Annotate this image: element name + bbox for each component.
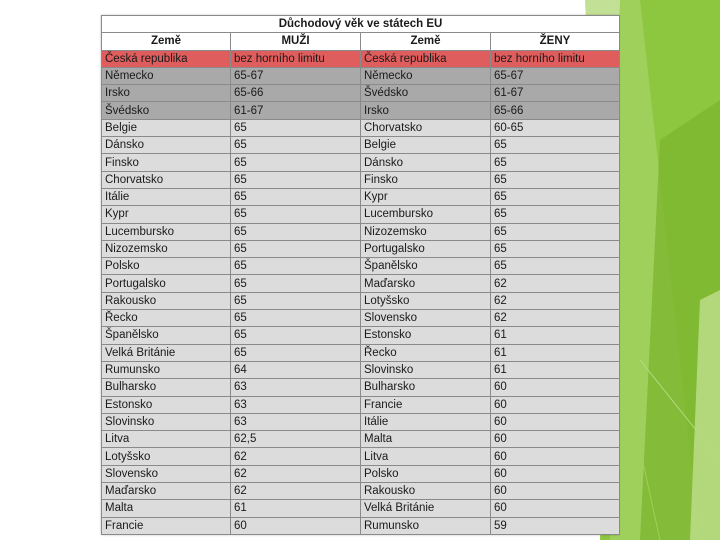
- cell-age-women: 65: [491, 223, 620, 240]
- header-women: ŽENY: [491, 33, 620, 50]
- cell-country-women: Francie: [361, 396, 491, 413]
- cell-country-men: Lucembursko: [102, 223, 231, 240]
- cell-age-women: 60: [491, 448, 620, 465]
- cell-age-women: 65: [491, 154, 620, 171]
- cell-country-men: Portugalsko: [102, 275, 231, 292]
- cell-age-women: 65: [491, 240, 620, 257]
- cell-country-women: Řecko: [361, 344, 491, 361]
- cell-age-women: 62: [491, 292, 620, 309]
- cell-country-men: Rumunsko: [102, 361, 231, 378]
- cell-country-women: Nizozemsko: [361, 223, 491, 240]
- cell-country-women: Litva: [361, 448, 491, 465]
- cell-country-men: Řecko: [102, 310, 231, 327]
- cell-age-women: 62: [491, 275, 620, 292]
- table-row: [102, 344, 620, 361]
- cell-country-men: Lotyšsko: [102, 448, 231, 465]
- table-row: [102, 188, 620, 205]
- table-row: [102, 50, 620, 67]
- table-row: [102, 275, 620, 292]
- cell-age-men: 62: [231, 483, 361, 500]
- cell-age-women: 65: [491, 206, 620, 223]
- cell-country-women: Estonsko: [361, 327, 491, 344]
- cell-country-women: Rakousko: [361, 483, 491, 500]
- table-header-row: [102, 33, 620, 50]
- table-row: [102, 413, 620, 430]
- table-row: [102, 396, 620, 413]
- cell-country-men: Slovinsko: [102, 413, 231, 430]
- cell-country-men: Česká republika: [102, 50, 231, 67]
- cell-country-women: Slovinsko: [361, 361, 491, 378]
- cell-country-men: Irsko: [102, 85, 231, 102]
- cell-country-men: Dánsko: [102, 137, 231, 154]
- table-row: [102, 431, 620, 448]
- retirement-age-table-container: [101, 15, 619, 535]
- cell-age-women: 62: [491, 310, 620, 327]
- cell-age-men: 65-67: [231, 67, 361, 84]
- cell-age-women: 65: [491, 171, 620, 188]
- cell-country-women: Lotyšsko: [361, 292, 491, 309]
- cell-country-women: Portugalsko: [361, 240, 491, 257]
- table-row: [102, 137, 620, 154]
- table-row: [102, 258, 620, 275]
- cell-country-women: Malta: [361, 431, 491, 448]
- cell-country-men: Belgie: [102, 119, 231, 136]
- cell-age-women: 60: [491, 413, 620, 430]
- cell-country-men: Finsko: [102, 154, 231, 171]
- table-row: [102, 102, 620, 119]
- table-row: [102, 500, 620, 517]
- cell-age-men: 65: [231, 223, 361, 240]
- retirement-age-table: [101, 15, 620, 535]
- cell-country-women: Maďarsko: [361, 275, 491, 292]
- cell-age-men: 65: [231, 206, 361, 223]
- cell-age-men: 65: [231, 188, 361, 205]
- cell-age-women: 65-67: [491, 67, 620, 84]
- table-row: [102, 448, 620, 465]
- cell-age-men: 62,5: [231, 431, 361, 448]
- cell-country-men: Španělsko: [102, 327, 231, 344]
- cell-age-women: 61-67: [491, 85, 620, 102]
- cell-country-women: Chorvatsko: [361, 119, 491, 136]
- cell-age-men: 65: [231, 137, 361, 154]
- table-row: [102, 465, 620, 482]
- cell-age-men: 65: [231, 310, 361, 327]
- cell-age-men: 60: [231, 517, 361, 534]
- cell-country-women: Španělsko: [361, 258, 491, 275]
- cell-country-women: Slovensko: [361, 310, 491, 327]
- cell-age-men: 65: [231, 258, 361, 275]
- cell-country-men: Estonsko: [102, 396, 231, 413]
- cell-country-women: Bulharsko: [361, 379, 491, 396]
- cell-age-women: 61: [491, 344, 620, 361]
- cell-age-women: 59: [491, 517, 620, 534]
- cell-country-men: Bulharsko: [102, 379, 231, 396]
- cell-age-women: 60: [491, 396, 620, 413]
- header-country-women: Země: [361, 33, 491, 50]
- table-row: [102, 361, 620, 378]
- cell-age-women: 60: [491, 379, 620, 396]
- cell-age-men: 63: [231, 379, 361, 396]
- cell-country-women: Rumunsko: [361, 517, 491, 534]
- cell-age-women: 65: [491, 137, 620, 154]
- cell-country-men: Chorvatsko: [102, 171, 231, 188]
- cell-country-women: Dánsko: [361, 154, 491, 171]
- cell-age-men: 65: [231, 292, 361, 309]
- cell-country-men: Švédsko: [102, 102, 231, 119]
- cell-country-women: Česká republika: [361, 50, 491, 67]
- cell-age-women: 60: [491, 500, 620, 517]
- table-row: [102, 517, 620, 534]
- cell-age-men: bez horního limitu: [231, 50, 361, 67]
- cell-age-men: 65: [231, 240, 361, 257]
- header-country-men: Země: [102, 33, 231, 50]
- table-row: [102, 292, 620, 309]
- cell-age-women: 60: [491, 431, 620, 448]
- cell-country-women: Kypr: [361, 188, 491, 205]
- cell-country-women: Lucembursko: [361, 206, 491, 223]
- cell-country-men: Itálie: [102, 188, 231, 205]
- cell-country-women: Polsko: [361, 465, 491, 482]
- cell-age-men: 65: [231, 171, 361, 188]
- cell-age-men: 61-67: [231, 102, 361, 119]
- cell-age-women: 60: [491, 465, 620, 482]
- cell-country-women: Velká Británie: [361, 500, 491, 517]
- table-row: [102, 379, 620, 396]
- cell-country-men: Nizozemsko: [102, 240, 231, 257]
- cell-country-men: Německo: [102, 67, 231, 84]
- header-men: MUŽI: [231, 33, 361, 50]
- cell-country-men: Polsko: [102, 258, 231, 275]
- cell-country-men: Malta: [102, 500, 231, 517]
- table-title-row: [102, 16, 620, 33]
- cell-age-women: 60-65: [491, 119, 620, 136]
- table-row: [102, 85, 620, 102]
- cell-age-men: 65: [231, 119, 361, 136]
- cell-age-women: 65-66: [491, 102, 620, 119]
- cell-country-men: Velká Británie: [102, 344, 231, 361]
- cell-country-men: Francie: [102, 517, 231, 534]
- cell-age-men: 65: [231, 327, 361, 344]
- cell-age-men: 65: [231, 154, 361, 171]
- cell-country-women: Belgie: [361, 137, 491, 154]
- table-row: [102, 223, 620, 240]
- cell-age-women: bez horního limitu: [491, 50, 620, 67]
- cell-age-men: 63: [231, 413, 361, 430]
- cell-country-men: Slovensko: [102, 465, 231, 482]
- table-title: Důchodový věk ve státech EU: [102, 16, 620, 33]
- cell-country-men: Kypr: [102, 206, 231, 223]
- cell-age-men: 62: [231, 448, 361, 465]
- cell-age-men: 65: [231, 275, 361, 292]
- cell-age-women: 65: [491, 258, 620, 275]
- cell-age-men: 65: [231, 344, 361, 361]
- table-row: [102, 327, 620, 344]
- table-row: [102, 310, 620, 327]
- table-row: [102, 171, 620, 188]
- cell-country-men: Maďarsko: [102, 483, 231, 500]
- cell-age-men: 63: [231, 396, 361, 413]
- cell-country-women: Itálie: [361, 413, 491, 430]
- cell-country-women: Irsko: [361, 102, 491, 119]
- cell-age-women: 60: [491, 483, 620, 500]
- cell-age-men: 61: [231, 500, 361, 517]
- cell-age-women: 61: [491, 361, 620, 378]
- cell-country-women: Finsko: [361, 171, 491, 188]
- cell-age-women: 65: [491, 188, 620, 205]
- table-row: [102, 67, 620, 84]
- table-row: [102, 206, 620, 223]
- cell-country-women: Německo: [361, 67, 491, 84]
- table-row: [102, 154, 620, 171]
- table-row: [102, 119, 620, 136]
- table-row: [102, 240, 620, 257]
- cell-age-men: 62: [231, 465, 361, 482]
- cell-age-men: 65-66: [231, 85, 361, 102]
- table-row: [102, 483, 620, 500]
- cell-country-men: Litva: [102, 431, 231, 448]
- cell-age-men: 64: [231, 361, 361, 378]
- cell-age-women: 61: [491, 327, 620, 344]
- cell-country-women: Švédsko: [361, 85, 491, 102]
- cell-country-men: Rakousko: [102, 292, 231, 309]
